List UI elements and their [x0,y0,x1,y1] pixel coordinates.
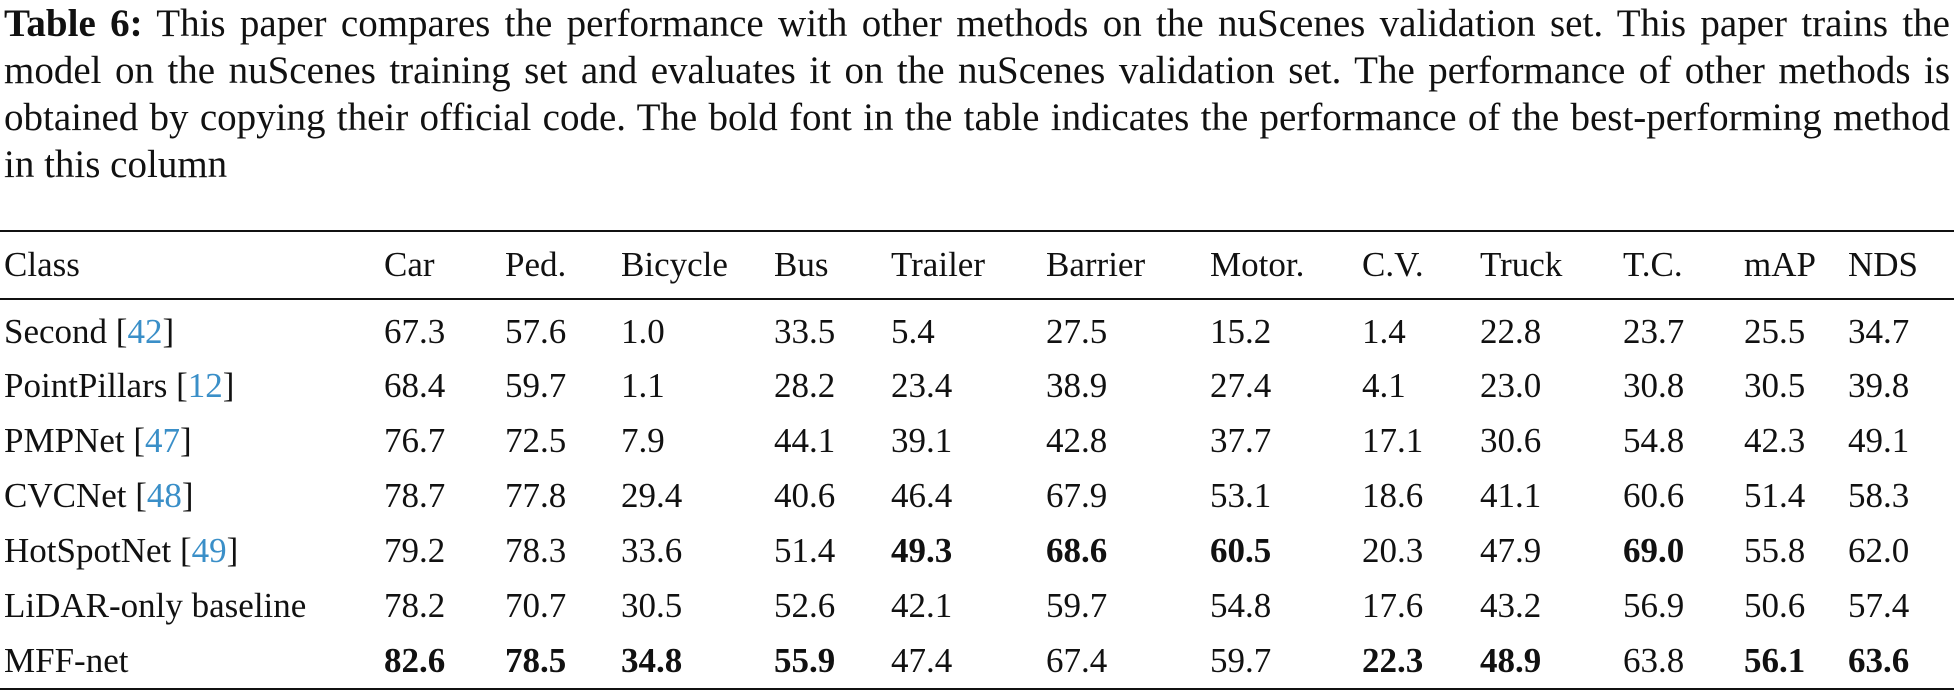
value-cell: 1.0 [621,312,665,351]
value-cell: 22.8 [1480,312,1542,351]
value-cell: 1.1 [621,365,665,405]
value-cell: 42.8 [1046,420,1108,460]
value-cell: 34.8 [617,633,770,689]
method-name: MFF-net [4,640,129,680]
value-cell: 7.9 [621,420,665,460]
value-cell: 1.4 [1362,312,1406,351]
method-name: LiDAR-only baseline [4,585,307,625]
column-header: Bus [770,231,887,299]
value-cell: 78.7 [384,475,446,515]
value-cell: 27.5 [1046,312,1108,351]
value-cell: 30.8 [1623,365,1685,405]
value-cell: 30.5 [1744,365,1806,405]
method-name: PointPillars [4,365,168,405]
value-cell: 54.8 [1210,585,1272,625]
table-row [0,468,1954,523]
method-name-cell [0,578,380,633]
value-cell: 33.6 [621,530,683,570]
value-cell: 57.6 [505,312,567,351]
value-cell: 27.4 [1210,365,1272,405]
value-cell: 77.8 [505,475,567,515]
column-header: Truck [1476,231,1619,299]
table-caption [4,0,1950,188]
header-row [0,231,1954,299]
table-row [0,358,1954,413]
value-cell: 54.8 [1623,420,1685,460]
method-name-cell: Second [42] [4,312,175,351]
column-header: mAP [1740,231,1844,299]
value-cell: 70.7 [505,585,567,625]
column-header: Car [380,231,501,299]
value-cell: 33.5 [774,312,836,351]
value-cell: 17.6 [1362,585,1424,625]
value-cell: 39.1 [891,420,953,460]
column-header: C.V. [1358,231,1476,299]
value-cell: 30.6 [1480,420,1542,460]
value-cell: 28.2 [774,365,836,405]
value-cell: 82.6 [380,633,501,689]
value-cell: 29.4 [621,475,683,515]
value-cell: 78.2 [384,585,446,625]
table-row [0,633,1954,689]
value-cell: 52.6 [774,585,836,625]
value-cell: 57.4 [1848,585,1910,625]
value-cell: 55.9 [770,633,887,689]
caption-label: Table 6: [4,2,143,45]
value-cell: 51.4 [774,530,836,570]
value-cell: 60.6 [1623,475,1685,515]
value-cell: 34.7 [1848,312,1910,351]
table-row [0,413,1954,468]
citation-link[interactable]: 12 [187,365,223,405]
value-cell: 47.4 [887,633,1042,689]
method-name: CVCNet [4,475,127,515]
value-cell: 79.2 [384,530,446,570]
value-cell: 53.1 [1210,475,1272,515]
value-cell: 40.6 [774,475,836,515]
value-cell: 58.3 [1848,475,1910,515]
value-cell: 42.3 [1744,420,1806,460]
value-cell: 17.1 [1362,420,1424,460]
value-cell: 56.9 [1623,585,1685,625]
citation-link[interactable]: 48 [146,475,182,515]
value-cell: 22.3 [1358,633,1476,689]
value-cell: 38.9 [1046,365,1108,405]
value-cell: 25.5 [1744,312,1806,351]
table-row [0,578,1954,633]
value-cell: 42.1 [891,585,953,625]
method-name: HotSpotNet [4,530,172,570]
table-row [0,299,1954,358]
value-cell: 63.8 [1619,633,1740,689]
value-cell: 62.0 [1848,530,1910,570]
value-cell: 47.9 [1480,530,1542,570]
value-cell: 37.7 [1210,420,1272,460]
value-cell: 78.5 [501,633,617,689]
value-cell: 4.1 [1362,365,1406,405]
value-cell: 78.3 [505,530,567,570]
value-cell: 49.1 [1848,420,1910,460]
value-cell: 30.5 [621,585,683,625]
column-header: T.C. [1619,231,1740,299]
method-name-cell: HotSpotNet [49] [4,530,239,570]
column-header: Barrier [1042,231,1206,299]
table-body [0,299,1954,689]
value-cell: 23.7 [1623,312,1685,351]
value-cell: 50.6 [1744,585,1806,625]
value-cell: 5.4 [891,312,935,351]
value-cell: 67.9 [1046,475,1108,515]
value-cell: 60.5 [1210,530,1272,570]
citation-link[interactable]: 49 [191,530,227,570]
value-cell: 63.6 [1844,633,1954,689]
method-name: PMPNet [4,420,125,460]
value-cell: 69.0 [1623,530,1685,570]
value-cell: 59.7 [1046,585,1108,625]
value-cell: 23.4 [891,365,953,405]
value-cell: 67.3 [384,312,446,351]
value-cell: 18.6 [1362,475,1424,515]
value-cell: 68.4 [384,365,446,405]
value-cell: 76.7 [384,420,446,460]
table-row [0,523,1954,578]
column-header: Class [0,231,380,299]
value-cell: 56.1 [1740,633,1844,689]
results-table [0,230,1954,690]
method-name-cell [0,633,380,689]
value-cell: 48.9 [1476,633,1619,689]
column-header: NDS [1844,231,1954,299]
method-name-cell: PointPillars [12] [4,365,235,405]
value-cell: 15.2 [1210,312,1272,351]
column-header: Bicycle [617,231,770,299]
column-header: Motor. [1206,231,1358,299]
value-cell: 46.4 [891,475,953,515]
value-cell: 41.1 [1480,475,1542,515]
value-cell: 55.8 [1744,530,1806,570]
value-cell: 49.3 [891,530,953,570]
value-cell: 23.0 [1480,365,1542,405]
value-cell: 39.8 [1848,365,1910,405]
column-header: Trailer [887,231,1042,299]
value-cell: 59.7 [1206,633,1358,689]
method-name-cell: PMPNet [47] [4,420,192,460]
citation-link[interactable]: 47 [145,420,180,460]
value-cell: 51.4 [1744,475,1806,515]
caption-text: This paper compares the performance with other methods on the nuScenes validation set. This paper trains the model on the nuScenes training set and evaluates it on the nuScenes validation set. The performance of other methods is obtained by copying their official code. The bold font in the table indicates the performance of the best-performing method in this column [4,2,1950,186]
value-cell: 43.2 [1480,585,1542,625]
value-cell: 44.1 [774,420,836,460]
value-cell: 68.6 [1046,530,1108,570]
value-cell: 20.3 [1362,530,1424,570]
method-name-cell: CVCNet [48] [4,475,194,515]
value-cell: 59.7 [505,365,567,405]
value-cell: 67.4 [1042,633,1206,689]
column-header: Ped. [501,231,617,299]
citation-link[interactable]: 42 [127,312,163,351]
method-name: Second [4,312,108,351]
value-cell: 72.5 [505,420,567,460]
